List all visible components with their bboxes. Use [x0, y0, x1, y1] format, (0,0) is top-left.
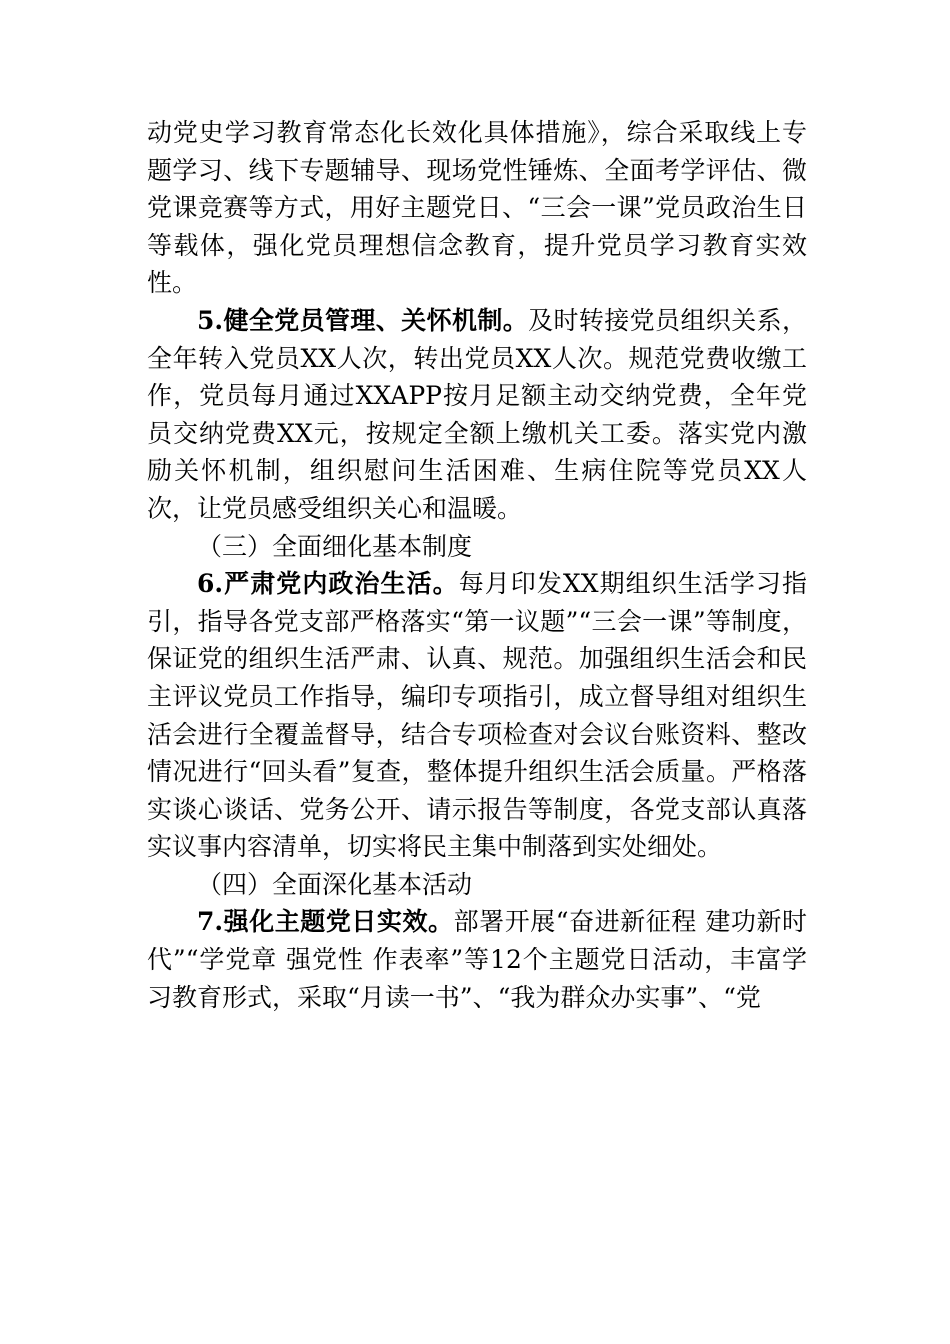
item-6-lead: 6.严肃党内政治生活。 [197, 569, 459, 599]
paragraph-continuation [147, 114, 807, 302]
section-heading-4: （四）全面深化基本活动 [197, 869, 473, 899]
paragraph-text: 动党史学习教育常态化长效化具体措施》，综合采取线上专题学习、线下专题辅导、现场党性锤炼、全面考学评估、微党课竞赛等方式，用好主题党日、“三会一课”党员政治生日等载体，强化党员理想信念教育，提升党员学习教育实效性。 [147, 118, 807, 298]
item-5-text: 及时转接党员组织关系，全年转入党员XX人次，转出党员XX人次。规范党费收缴工作，党员每月通过XXAPP按月足额主动交纳党费，全年党员交纳党费XX元，按规定全额上缴机关工委。落实党内激励关怀机制，组织慰问生活困难、生病住院等党员XX人次，让党员感受组织关心和温暖。 [147, 305, 807, 523]
document-body [147, 114, 807, 1016]
item-7-lead: 7.强化主题党日实效。 [197, 907, 454, 937]
item-5-lead: 5.健全党员管理、关怀机制。 [197, 305, 529, 335]
item-7-text: 部署开展“奋进新征程 建功新时代”“学党章 强党性 作表率”等12个主题党日活动，丰富学习教育形式，采取“月读一书”、“我为群众办实事”、“党 [147, 907, 807, 1012]
section-heading-3: （三）全面细化基本制度 [197, 531, 473, 561]
paragraph-item-5 [147, 302, 807, 528]
paragraph-item-6 [147, 565, 807, 866]
paragraph-item-7 [147, 903, 807, 1016]
item-6-text: 每月印发XX期组织生活学习指引，指导各党支部严格落实“第一议题”“三会一课”等制度，保证党的组织生活严肃、认真、规范。加强组织生活会和民主评议党员工作指导，编印专项指引，成立督导组对组织生活会进行全覆盖督导，结合专项检查对会议台账资料、整改情况进行“回头看”复查，整体提升组织生活会质量。严格落实谈心谈话、党务公开、请示报告等制度，各党支部认真落实议事内容清单，切实将民主集中制落到实处细处。 [147, 569, 807, 862]
